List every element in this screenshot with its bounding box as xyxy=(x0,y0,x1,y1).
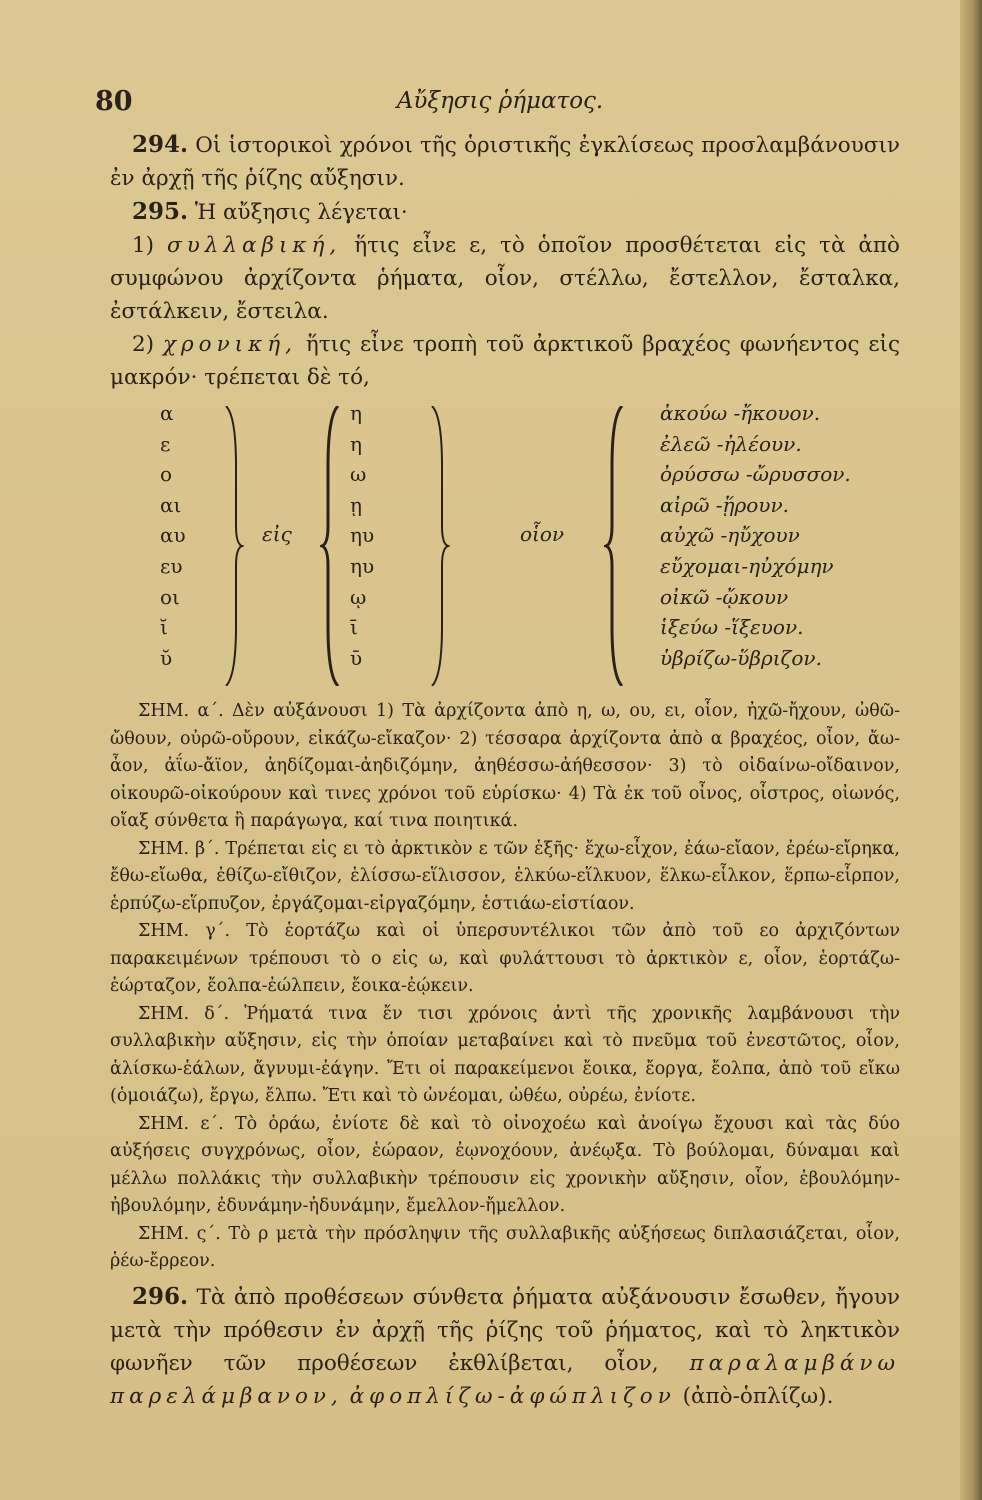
section-number: 294. xyxy=(132,131,189,158)
point-text: ἥτις εἶνε τροπὴ τοῦ ἀρκτικοῦ βραχέος φωνήεντος εἰς μακρόν· τρέπεται δὲ τό, xyxy=(110,332,901,390)
table-cell: ηυ xyxy=(350,523,375,548)
augment-table xyxy=(110,398,900,694)
section-294 xyxy=(110,128,900,195)
page-number: 80 xyxy=(95,86,133,117)
section-intro: Ἡ αὔξησις λέγεται· xyxy=(194,200,408,225)
table-cell: ἐλεῶ -ἠλέουν. xyxy=(660,431,802,456)
brace-left-1 xyxy=(320,406,342,686)
table-cell: αὐχῶ -ηὔχουν xyxy=(660,523,800,548)
table-cell: αυ xyxy=(160,523,186,548)
note-label: ΣΗΜ. ε΄. xyxy=(138,1113,224,1134)
example-word: παραλαμβάνω xyxy=(689,1350,900,1376)
note-text: Ῥήματά τινα ἔν τισι χρόνοις ἀντὶ τῆς χρονικῆς λαμβάνουσι τὴν συλλαβικὴν αὔξησιν, εἰς τὴν ὁποίαν μεταβαίνει καὶ τὸ πνεῦμα τοῦ ἐνεστῶτος, οἷον, ἁλίσκω-ἑάλων, ἄγνυμι-ἐάγην. Ἔτι οἱ παρακείμενοι ἔοικα, ἔοργα, ἔολπα, ἀπὸ τοῦ εἴκω (ὁμοιάζω), ἔργω, ἔλπω. Ἔτι καὶ τὸ ὠνέομαι, ὠθέω, οὐρέω, ἐνίοτε. xyxy=(110,1003,901,1106)
table-cell: ῐ xyxy=(160,615,168,640)
note-label: ΣΗΜ. δ΄. xyxy=(138,1003,230,1024)
point-number: 2) xyxy=(132,332,155,357)
brace-left-2 xyxy=(604,406,626,686)
table-cell: αἰρῶ -ᾕρουν. xyxy=(660,492,789,517)
table-column-short xyxy=(160,398,186,673)
section-text: Οἱ ἱστορικοὶ χρόνοι τῆς ὁριστικῆς ἐγκλίσεως προσλαμβάνουσιν ἐν ἀρχῇ τῆς ῥίζης αὔξησιν. xyxy=(110,133,900,191)
note-1 xyxy=(110,698,900,836)
table-cell: ευ xyxy=(160,553,183,578)
table-column-long xyxy=(350,398,374,673)
table-cell: η xyxy=(350,401,362,425)
eis-word: εἰς xyxy=(262,522,292,546)
table-cell: ῑ xyxy=(350,615,358,640)
table-cell: ῠ xyxy=(160,645,173,670)
table-cell: ῡ xyxy=(350,645,363,670)
example-note: (ἀπὸ-ὁπλίζω). xyxy=(682,1383,834,1409)
table-cell: ῃ xyxy=(350,492,362,517)
brace-right-2 xyxy=(428,406,450,686)
note-label: ΣΗΜ. γ΄. xyxy=(138,921,231,941)
example-word: παρελάμβανον, xyxy=(110,1383,343,1409)
section-text: Τὰ ἀπὸ προθέσεων σύνθετα ῥήματα αὐξάνουσιν ἔσωθεν, ἤγουν μετὰ τὴν πρόθεσιν ἐν ἀρχῇ τῆς ῥίζης τοῦ ῥήματος, καὶ τὸ ληκτικὸν φωνῆεν τῶν προθέσεων ἐκθλίβεται, οἷον, xyxy=(110,1284,900,1376)
page-edge xyxy=(960,0,982,1500)
brace-right-1 xyxy=(222,406,244,686)
note-label: ΣΗΜ. β΄. xyxy=(138,838,220,859)
note-3 xyxy=(110,918,900,1001)
note-text: Δὲν αὐξάνουσι 1) Τὰ ἀρχίζοντα ἀπὸ η, ω, ου, ει, οἷον, ἠχῶ-ἤχουν, ὠθῶ-ὤθουν, οὐρῶ-οὔρουν, εἰκάζω-εἴκαζον· 2) τέσσαρα ἀρχίζοντα ἀπὸ α βραχέος, οἷον, ἄω-ἆον, ἀΐω-ἄϊον, ἀηδίζομαι-ἀηδιζόμην, ἀηθέσσω-ἀήθεσσον· 3) τὸ οἰδαίνω-οἴδαινον, οἰκουρῶ-οἰκούρουν καὶ τινες χρόνοι τοῦ εὑρίσκω· 4) Τὰ ἐκ τοῦ οἶνος, οἶστρος, οἰωνός, οἴαξ σύνθετα ἢ παράγωγα, καί τινα ποιητικά. xyxy=(110,701,900,831)
table-cell: ο xyxy=(160,462,173,487)
section-number: 296. xyxy=(132,1282,189,1310)
table-cell: ω xyxy=(350,462,367,487)
running-title: Αὔξησις ῥήματος. xyxy=(396,88,604,114)
note-text: Τρέπεται εἰς ει τὸ ἀρκτικὸν ε τῶν ἑξῆς· ἔχω-εἶχον, ἐάω-εἴαον, ἐρέω-εἴρηκα, ἔθω-εἴωθα, ἐθίζω-εἴθιζον, ἑλίσσω-εἵλισσον, ἑλκύω-εἵλκυον, ἕλκω-εἷλκον, ἕρπω-εἷρπον, ἑρπύζω-εἵρπυζον, ἐργάζομαι-εἰργαζόμην, ἑστιάω-εἱστίαον. xyxy=(110,838,900,914)
table-cell: ὑβρίζω-ὕβριζον. xyxy=(660,645,822,670)
point-term: συλλαβική, xyxy=(167,233,342,258)
table-cell: οι xyxy=(160,584,180,609)
note-label: ΣΗΜ. ς΄. xyxy=(138,1223,221,1244)
note-5 xyxy=(110,1111,900,1221)
oion-word: οἷον xyxy=(520,522,565,546)
section-296 xyxy=(110,1280,900,1413)
table-cell: ε xyxy=(160,431,171,456)
point-2 xyxy=(110,328,900,394)
table-cell: η xyxy=(350,431,362,456)
note-6 xyxy=(110,1221,900,1276)
section-number: 295. xyxy=(132,198,189,225)
table-cell: α xyxy=(160,401,174,425)
point-term: χρονική, xyxy=(163,332,297,357)
point-text: ἥτις εἶνε ε, τὸ ὁποῖον προσθέτεται εἰς τὰ ἀπὸ συμφώνου ἀρχίζοντα ῥήματα, οἷον, στέλλω, ἔστελλον, ἔσταλκα, ἐστάλκειν, ἔστειλα. xyxy=(110,233,900,324)
note-text: Τὸ ρ μετὰ τὴν πρόσληψιν τῆς συλλαβικῆς αὐξήσεως διπλασιάζεται, οἷον, ῥέω-ἔρρεον. xyxy=(110,1223,900,1271)
table-cell: εὔχομαι-ηὐχόμην xyxy=(660,553,834,578)
table-cell: αι xyxy=(160,492,182,517)
point-number: 1) xyxy=(132,233,155,258)
notes-block xyxy=(110,698,900,1276)
table-column-examples xyxy=(660,398,851,673)
note-label: ΣΗΜ. α΄. xyxy=(138,701,224,721)
page-body xyxy=(110,128,900,1413)
note-text: Τὸ ὁράω, ἐνίοτε δὲ καὶ τὸ οἰνοχοέω καὶ ἀνοίγω ἔχουσι καὶ τὰς δύο αὐξήσεις συγχρόνως, οἷον, ἑώραον, ἐῳνοχόουν, ἀνέῳξα. Τὸ βούλομαι, δύναμαι καὶ μέλλω πολλάκις τὴν συλλαβικὴν τρέπουσιν εἰς χρονικὴν αὔξησιν, οἷον, ἐβουλόμην-ἠβουλόμην, ἐδυνάμην-ἠδυνάμην, ἔμελλον-ἤμελλον. xyxy=(110,1113,900,1216)
table-cell: ηυ xyxy=(350,553,375,578)
table-cell: ὀρύσσω -ὤρυσσον. xyxy=(660,462,851,487)
table-cell: οἰκῶ -ᾤκουν xyxy=(660,584,789,609)
table-cell: ἀκούω -ἤκουον. xyxy=(660,401,821,425)
note-4 xyxy=(110,1001,900,1111)
table-cell: ἱξεύω -ἵξευον. xyxy=(660,615,804,640)
point-1 xyxy=(110,229,900,328)
note-text: Τὸ ἑορτάζω καὶ οἱ ὑπερσυντέλικοι τῶν ἀπὸ τοῦ εο ἀρχιζόντων παρακειμένων τρέπουσι τὸ ο εἰς ω, καὶ φυλάττουσι τὸ ἀρκτικὸν ε, οἷον, ἑορτάζω-ἑώρταζον, ἔολπα-ἐώλπειν, ἔοικα-ἐῴκειν. xyxy=(110,921,900,996)
note-2 xyxy=(110,836,900,919)
table-cell: ῳ xyxy=(350,584,367,609)
page-header xyxy=(95,86,905,126)
section-295 xyxy=(110,195,900,229)
example-word: ἀφοπλίζω-ἀφώπλιζον xyxy=(349,1383,676,1409)
